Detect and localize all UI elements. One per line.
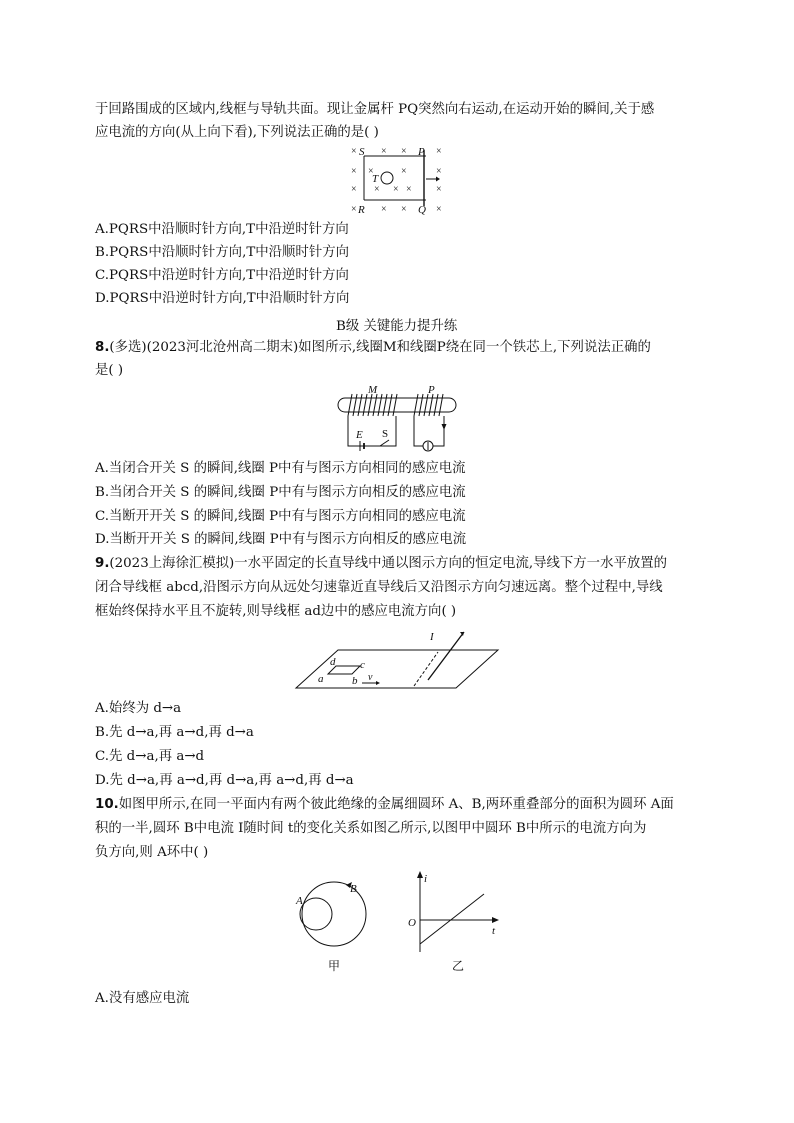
section-heading-b: B级 关键能力提升练 <box>336 319 458 334</box>
q8-option-a: A.当闭合开关 S 的瞬间,线圈 P中有与图示方向相同的感应电流 <box>95 461 466 476</box>
q10-figure-jia <box>288 880 368 974</box>
svg-text:×: × <box>351 184 357 195</box>
q8-label-p: P <box>428 384 435 396</box>
q9-label-v: v <box>368 672 373 683</box>
q10-ring-a <box>300 898 332 930</box>
q9-label-b: b <box>352 675 358 687</box>
q8-stem-line1: 8.(多选)(2023河北沧州高二期末)如图所示,线圈M和线圈P绕在同一个铁芯上,下列说法正确的 <box>95 340 651 355</box>
q10-stem-line1: 10.如图甲所示,在同一平面内有两个彼此绝缘的金属细圆环 A、B,两环重叠部分的面积为圆环 A面 <box>95 797 674 812</box>
q8-figure-coils <box>334 384 462 456</box>
q9-velocity-arrow-head <box>376 681 380 685</box>
q8-label-m: M <box>368 384 378 396</box>
q9-label-a: a <box>318 673 324 685</box>
q10-label-i: i <box>424 873 428 885</box>
q9-label-i: I <box>430 631 434 643</box>
q7-ring-t <box>381 172 393 184</box>
q8-switch-s <box>380 440 389 446</box>
q10-label-t: t <box>492 925 496 937</box>
q10-number: 10. <box>95 797 119 812</box>
q8-coil-m <box>348 394 397 416</box>
q9-number: 9. <box>95 556 110 571</box>
q7-stem-line1: 于回路围成的区域内,线框与导轨共面。现让金属杆 PQ突然向右运动,在运动开始的瞬间,关于感 <box>95 102 655 117</box>
svg-text:×: × <box>401 204 407 215</box>
q9-option-a: A.始终为 d→a <box>95 701 182 716</box>
svg-text:×: × <box>436 204 442 215</box>
svg-text:×: × <box>381 204 387 215</box>
q7-option-d: D.PQRS中沿逆时针方向,T中沿顺时针方向 <box>95 291 350 306</box>
q10-stem-line2: 积的一半,圆环 B中电流 I随时间 t的变化关系如图乙所示,以图甲中圆环 B中所示的电流方向为 <box>95 821 647 836</box>
q8-option-d: D.当断开开关 S 的瞬间,线圈 P中有与图示方向相反的感应电流 <box>95 532 467 547</box>
q8-option-b: B.当闭合开关 S 的瞬间,线圈 P中有与图示方向相反的感应电流 <box>95 485 466 500</box>
q7-label-q: Q <box>418 204 426 216</box>
q7-option-b: B.PQRS中沿顺时针方向,T中沿顺时针方向 <box>95 245 349 260</box>
q7-stem-line2: 应电流的方向(从上向下看),下列说法正确的是( ) <box>95 125 379 140</box>
q7-option-c: C.PQRS中沿逆时针方向,T中沿逆时针方向 <box>95 268 349 283</box>
q10-label-a: A <box>296 895 303 907</box>
q7-option-a: A.PQRS中沿顺时针方向,T中沿逆时针方向 <box>95 222 349 237</box>
svg-text:×: × <box>401 146 407 157</box>
q9-stem-line3: 框始终保持水平且不旋转,则导线框 ad边中的感应电流方向( ) <box>95 604 457 619</box>
q8-label-s: S <box>382 428 389 440</box>
svg-text:×: × <box>381 146 387 157</box>
svg-text:×: × <box>374 184 380 195</box>
q9-label-c: c <box>360 659 365 671</box>
svg-text:×: × <box>436 184 442 195</box>
q10-axis-i-arrow <box>417 871 423 878</box>
q7-label-p: P <box>418 146 425 158</box>
q10-caption-yi: 乙 <box>452 959 465 973</box>
svg-text:×: × <box>393 184 399 195</box>
svg-text:×: × <box>368 166 374 177</box>
svg-text:×: × <box>351 204 357 215</box>
q8-option-c: C.当断开开关 S 的瞬间,线圈 P中有与图示方向相同的感应电流 <box>95 509 466 524</box>
q8-coil-p <box>414 394 443 416</box>
q10-caption-jia: 甲 <box>328 959 341 973</box>
q9-horizontal-plane <box>296 650 498 688</box>
q8-number: 8. <box>95 340 110 355</box>
svg-text:×: × <box>351 146 357 157</box>
svg-text:×: × <box>436 166 442 177</box>
q10-current-line <box>420 894 484 944</box>
q8-label-e: E <box>356 429 363 441</box>
q9-label-d: d <box>330 656 336 668</box>
q8-stem-line2: 是( ) <box>95 363 124 378</box>
q10-option-a: A.没有感应电流 <box>95 991 190 1006</box>
q9-option-d: D.先 d→a,再 a→d,再 d→a,再 a→d,再 d→a <box>95 773 354 788</box>
svg-text:×: × <box>406 184 412 195</box>
q9-option-b: B.先 d→a,再 a→d,再 d→a <box>95 725 254 740</box>
q10-figure-yi <box>404 870 504 974</box>
q7-label-r: R <box>358 204 365 216</box>
q9-wire-projection <box>414 652 438 686</box>
q9-figure-plane <box>292 626 504 692</box>
q7-label-t: T <box>372 173 379 185</box>
q9-stem-line1: 9.(2023上海徐汇模拟)一水平固定的长直导线中通以图示方向的恒定电流,导线下方一水平放置的 <box>95 556 668 571</box>
svg-text:×: × <box>401 166 407 177</box>
q7-figure-rails <box>348 142 448 216</box>
q10-axis-t-arrow <box>492 917 499 923</box>
q10-stem-line3: 负方向,则 A环中( ) <box>95 845 209 860</box>
svg-text:×: × <box>436 146 442 157</box>
q9-option-c: C.先 d→a,再 a→d <box>95 749 205 764</box>
q10-label-b: B <box>350 883 357 895</box>
svg-text:×: × <box>351 166 357 177</box>
q7-label-s: S <box>359 146 365 158</box>
q9-stem-line2: 闭合导线框 abcd,沿图示方向从远处匀速靠近直导线后又沿图示方向匀速远离。整个过程中,导线 <box>95 580 663 595</box>
q8-current-arrow <box>442 424 447 430</box>
q7-arrow-head <box>436 177 440 182</box>
q10-label-o: O <box>408 917 416 929</box>
